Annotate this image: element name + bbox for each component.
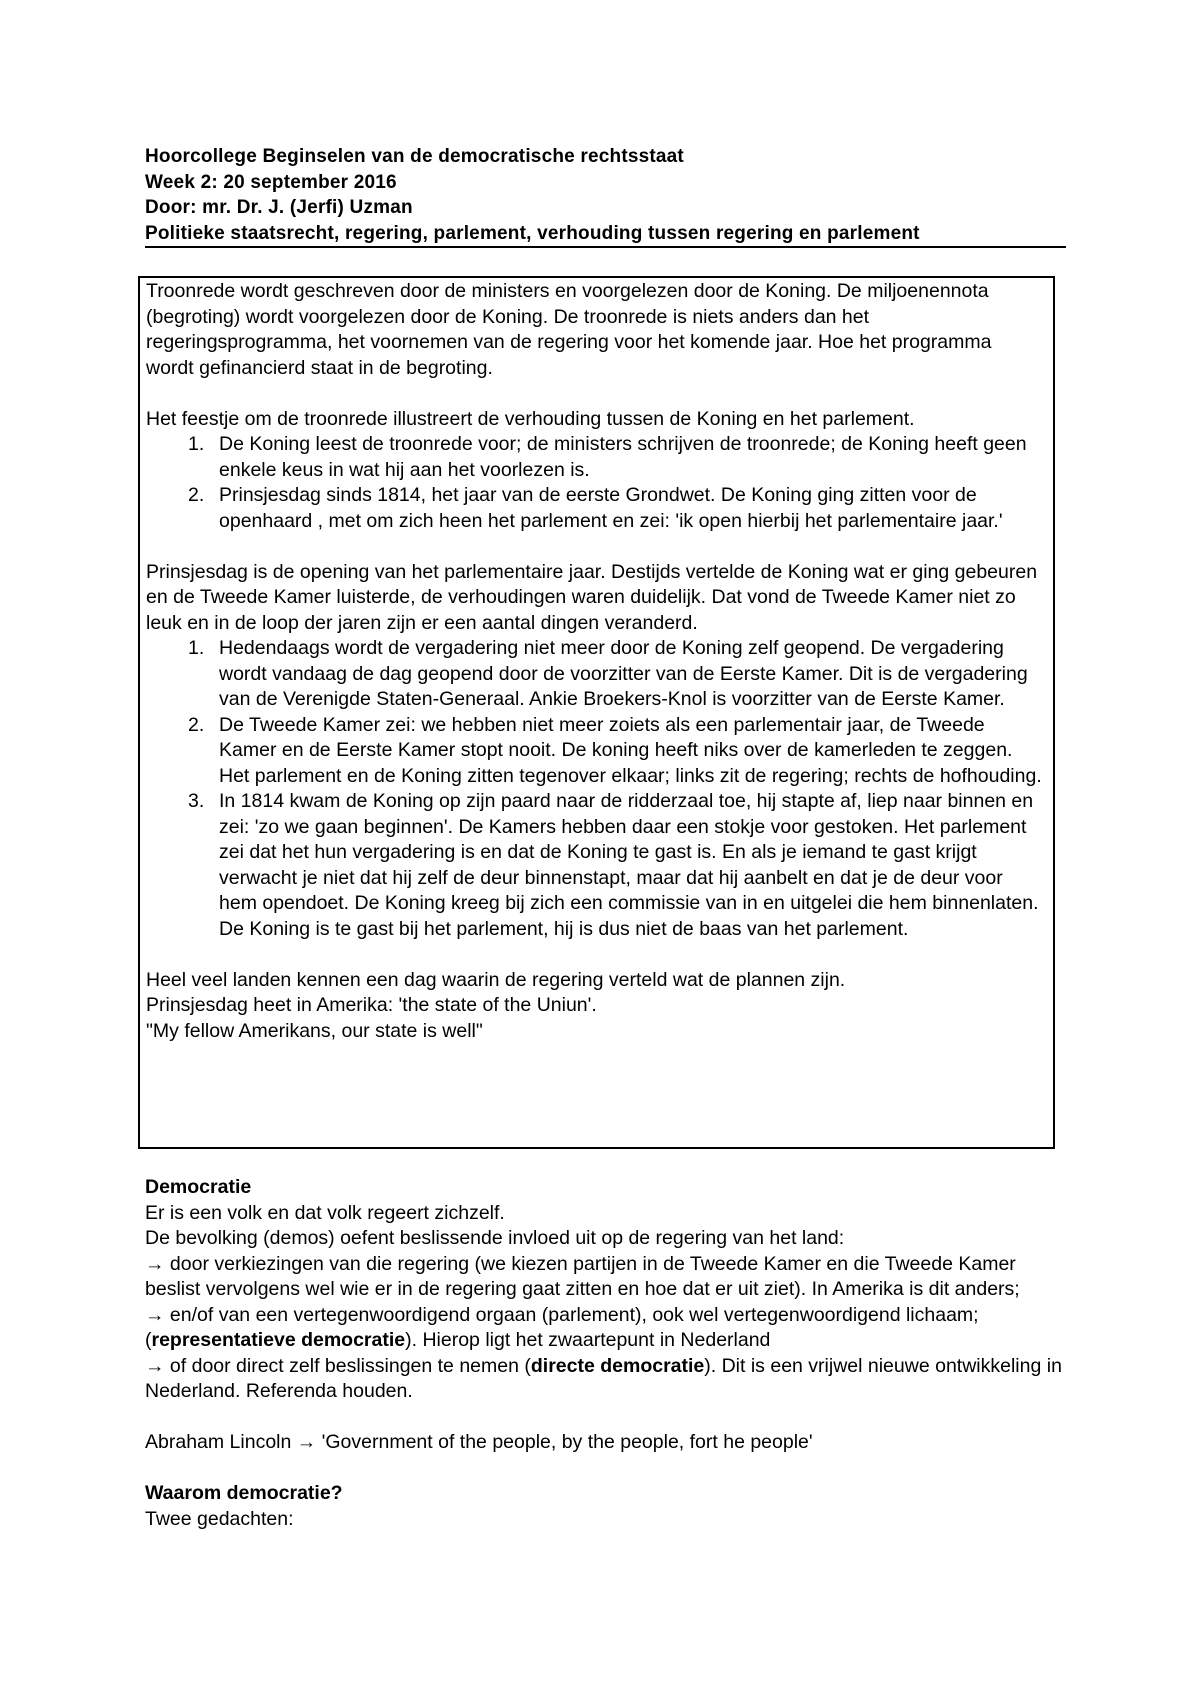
box-paragraph-4-line-3: "My fellow Amerikans, our state is well" xyxy=(146,1019,483,1042)
democratie-point-2: → en/of van een vertegenwoordigend orgaan (parlement), ook wel vertegenwoordigend lichaam; (representatieve democratie). Hierop ligt het zwaartepunt in Nederland xyxy=(145,1303,979,1351)
democratie-point-3: → of door direct zelf beslissingen te nemen (directe democratie). Dit is een vrijwel nieuwe ontwikkeling in Nederland. Referenda houden. xyxy=(145,1354,1062,1402)
democratie-line-2: De bevolking (demos) oefent beslissende invloed uit op de regering van het land: xyxy=(145,1227,845,1249)
list-item: 2. De Tweede Kamer zei: we hebben niet meer zoiets als een parlementair jaar, de Tweede Kamer en de Eerste Kamer stopt nooit. De koning heeft niks over de kamerleden te zeggen. Het parlement en de Koning zitten tegenover elkaar; links zit de regering; rechts de hofhouding. xyxy=(188,713,1042,787)
waarom-line-1: Twee gedachten: xyxy=(145,1507,294,1530)
democratie-line-1: Er is een volk en dat volk regeert zichzelf. xyxy=(145,1201,505,1224)
header-underline xyxy=(145,246,1066,248)
arrow-icon: → xyxy=(145,1252,165,1275)
list-item: 2. Prinsjesdag sinds 1814, het jaar van de eerste Grondwet. De Koning ging zitten voor de openhaard , met om zich heen het parlement en zei: 'ik open hierbij het parlementaire jaar.' xyxy=(188,484,1003,532)
lincoln-quote: Abraham Lincoln → 'Government of the people, by the people, fort he people' xyxy=(145,1431,813,1453)
democratie-heading: Democratie xyxy=(145,1176,252,1198)
box-paragraph-4-line-2: Prinsjesdag heet in Amerika: 'the state of the Uniun'. xyxy=(146,994,597,1016)
waarom-heading: Waarom democratie? xyxy=(145,1482,343,1504)
arrow-icon: → xyxy=(145,1303,165,1326)
list-item: 1. Hedendaags wordt de vergadering niet meer door de Koning zelf geopend. De vergadering wordt vandaag de dag geopend door de voorzitter van de Eerste Kamer. Dit is de vergadering van de Verenigde Staten-Generaal. Ankie Broekers-Knol is voorzitter van de Eerste Kamer. xyxy=(188,637,1028,710)
document-header xyxy=(145,144,1065,246)
democratie-point-1: → door verkiezingen van die regering (we kiezen partijen in de Tweede Kamer en die Tweede Kamer beslist vervolgens wel wie er in de regering gaat zitten en hoe dat er uit ziet). In Amerika is dit anders; xyxy=(145,1252,1020,1300)
box-list-2 xyxy=(146,636,1043,942)
list-item: 1. De Koning leest de troonrede voor; de ministers schrijven de troonrede; de Koning heeft geen enkele keus in wat hij aan het voorlezen is. xyxy=(188,433,1027,481)
troonrede-box xyxy=(138,276,1055,1149)
box-paragraph-3: Prinsjesdag is de opening van het parlementaire jaar. Destijds vertelde de Koning wat er ging gebeuren en de Tweede Kamer luisterde, de verhoudingen waren duidelijk. Dat vond de Tweede Kamer niet zo leuk en in de loop der jaren zijn er een aantal dingen veranderd. xyxy=(146,560,1038,634)
arrow-icon: → xyxy=(145,1354,165,1377)
lecture-topic: Politieke staatsrecht, regering, parlement, verhouding tussen regering en parlement xyxy=(145,222,920,244)
box-paragraph-4-line-1: Heel veel landen kennen een dag waarin de regering verteld wat de plannen zijn. xyxy=(146,968,846,991)
lecturer: Door: mr. Dr. J. (Jerfi) Uzman xyxy=(145,197,413,218)
democratie-section xyxy=(145,1175,1075,1532)
course-title: Hoorcollege Beginselen van de democratische rechtsstaat xyxy=(145,146,684,167)
box-paragraph-1: Troonrede wordt geschreven door de ministers en voorgelezen door de Koning. De miljoenennota (begroting) wordt voorgelezen door de Koning. De troonrede is niets anders dan het regeringsprogramma, het voornemen van de regering voor het komende jaar. Hoe het programma wordt gefinancierd staat in de begroting. xyxy=(146,280,992,379)
box-list-1 xyxy=(146,432,1043,534)
list-item: 3. In 1814 kwam de Koning op zijn paard naar de ridderzaal toe, hij stapte af, liep naar binnen en zei: 'zo we gaan beginnen'. De Kamers hebben daar een stokje voor gestoken. Het parlement zei dat het hun vergadering is en dat de Koning te gast is. En als je iemand te gast krijgt verwacht je niet dat hij zelf de deur binnenstapt, maar dat hij aanbelt en dat je de deur voor hem opendoet. De Koning kreeg bij zich een commissie van in en uitgelei die hem binnenlaten. De Koning is te gast bij het parlement, hij is dus niet de baas van het parlement. xyxy=(188,790,1039,940)
box-paragraph-2: Het feestje om de troonrede illustreert de verhouding tussen de Koning en het parlement. xyxy=(146,407,915,430)
lecture-date: Week 2: 20 september 2016 xyxy=(145,171,397,193)
